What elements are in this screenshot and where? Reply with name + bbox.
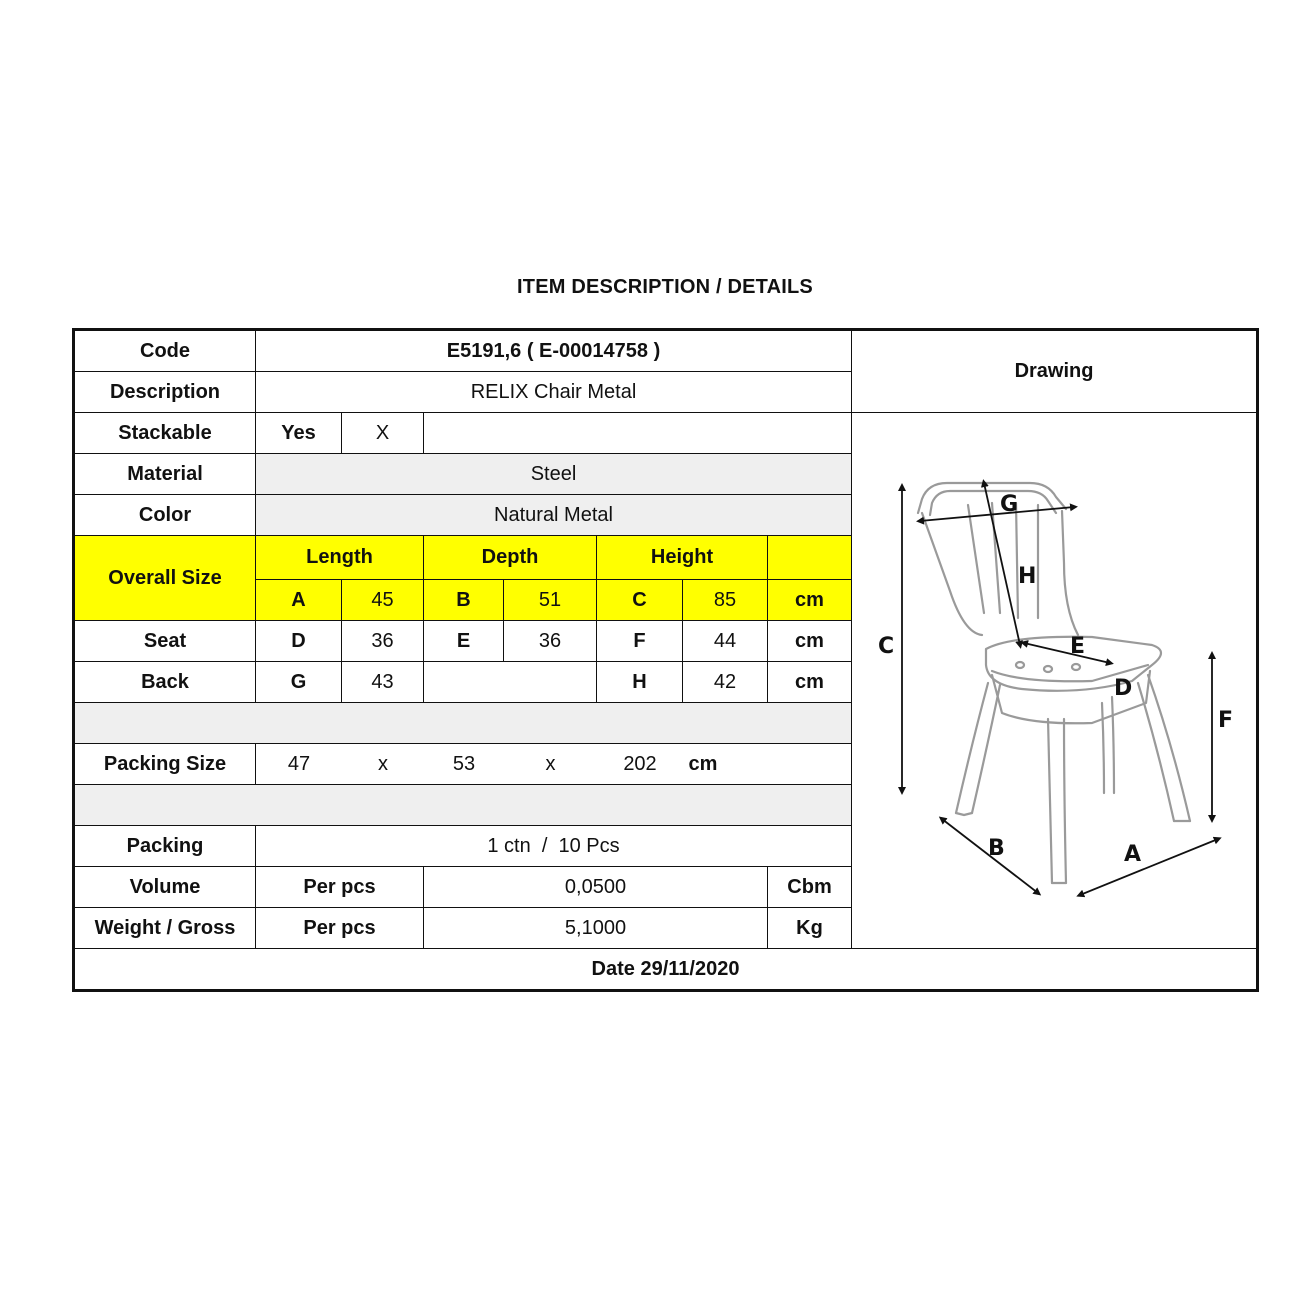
back-unit: cm: [768, 662, 852, 703]
height-header: Height: [597, 536, 768, 580]
overall-c-value: 85: [683, 580, 768, 621]
overall-b-value: 51: [504, 580, 597, 621]
seat-e-value: 36: [504, 621, 597, 662]
overall-header-empty: [768, 536, 852, 580]
overall-unit: cm: [768, 580, 852, 621]
stackable-yes: Yes: [256, 413, 342, 454]
row-stackable: [74, 413, 1258, 454]
letter-c: C: [878, 634, 895, 659]
letter-d: D: [1114, 676, 1133, 701]
weight-unit: Kg: [768, 908, 852, 949]
spacer-row: [74, 785, 852, 826]
back-h-value: 42: [683, 662, 768, 703]
overall-a-value: 45: [342, 580, 424, 621]
packing-size-cell: [256, 744, 852, 785]
stackable-empty: [424, 413, 852, 454]
seat-d-value: 36: [342, 621, 424, 662]
overall-a-label: A: [256, 580, 342, 621]
back-empty: [424, 662, 597, 703]
back-h-label: H: [597, 662, 683, 703]
label-stackable: Stackable: [74, 413, 256, 454]
label-material: Material: [74, 454, 256, 495]
packing-sep-1: x: [378, 752, 388, 775]
back-g-label: G: [256, 662, 342, 703]
seat-unit: cm: [768, 621, 852, 662]
material-value: Steel: [256, 454, 852, 495]
spacer-row: [74, 703, 852, 744]
row-date: [74, 949, 1258, 991]
label-weight-gross: Weight / Gross: [74, 908, 256, 949]
chair-outline: [918, 483, 1190, 883]
packing-value: 1 ctn / 10 Pcs: [256, 826, 852, 867]
label-overall-size: Overall Size: [74, 536, 256, 621]
volume-value: 0,0500: [424, 867, 768, 908]
letter-h: H: [1018, 564, 1037, 589]
label-code: Code: [74, 330, 256, 372]
code-value: E5191,6 ( E-00014758 ): [256, 330, 852, 372]
label-color: Color: [74, 495, 256, 536]
letter-e: E: [1070, 634, 1086, 659]
label-volume: Volume: [74, 867, 256, 908]
seat-e-label: E: [424, 621, 504, 662]
row-code: [74, 330, 1258, 372]
volume-per: Per pcs: [256, 867, 424, 908]
weight-value: 5,1000: [424, 908, 768, 949]
packing-unit: cm: [688, 752, 718, 775]
chair-drawing: [852, 413, 1255, 948]
packing-sep-2: x: [545, 752, 556, 775]
depth-header: Depth: [424, 536, 597, 580]
letter-a: A: [1124, 842, 1142, 867]
back-g-value: 43: [342, 662, 424, 703]
drawing-header: Drawing: [852, 330, 1258, 413]
item-details-table: [72, 328, 1259, 992]
letter-b: B: [988, 836, 1005, 861]
document-title: ITEM DESCRIPTION / DETAILS: [517, 276, 813, 298]
volume-unit: Cbm: [768, 867, 852, 908]
weight-per: Per pcs: [256, 908, 424, 949]
letter-g: G: [1000, 492, 1019, 517]
seat-f-label: F: [597, 621, 683, 662]
packing-width: 53: [452, 752, 476, 775]
label-description: Description: [74, 372, 256, 413]
date-footer: Date 29/11/2020: [74, 949, 1258, 991]
packing-length: 47: [287, 752, 311, 775]
packing-height: 202: [623, 752, 657, 775]
description-value: RELIX Chair Metal: [256, 372, 852, 413]
letter-f: F: [1218, 708, 1234, 733]
label-packing-size: Packing Size: [74, 744, 256, 785]
dimension-letters: [878, 492, 1233, 867]
label-seat: Seat: [74, 621, 256, 662]
stackable-mark: X: [342, 413, 424, 454]
label-packing: Packing: [74, 826, 256, 867]
overall-c-label: C: [597, 580, 683, 621]
label-back: Back: [74, 662, 256, 703]
length-header: Length: [256, 536, 424, 580]
seat-f-value: 44: [683, 621, 768, 662]
color-value: Natural Metal: [256, 495, 852, 536]
seat-d-label: D: [256, 621, 342, 662]
drawing-cell: [852, 413, 1258, 949]
dimension-lines: [902, 483, 1218, 895]
overall-b-label: B: [424, 580, 504, 621]
